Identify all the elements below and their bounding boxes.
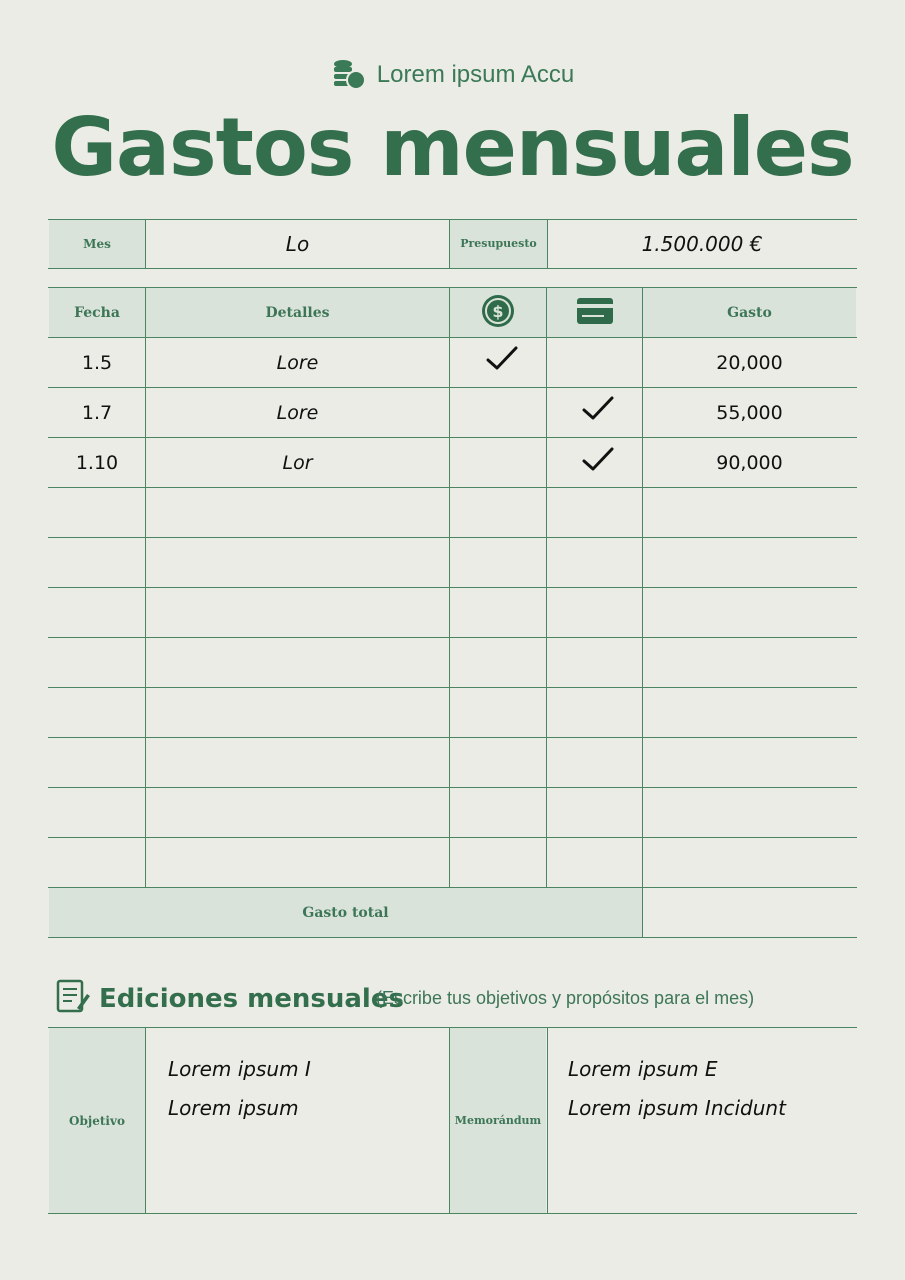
memo-label: Memorándum	[454, 1114, 542, 1127]
goal-line-2[interactable]: Lorem ipsum	[168, 1096, 299, 1120]
coins-icon	[331, 58, 367, 92]
memo-line-2[interactable]: Lorem ipsum Incidunt	[568, 1096, 786, 1120]
notepad-icon	[55, 978, 91, 1019]
row-2-amount[interactable]: 55,000	[716, 401, 783, 424]
row-2-card-check-icon[interactable]	[582, 396, 614, 422]
row-2-date[interactable]: 1.7	[81, 401, 113, 424]
editions-header	[55, 978, 754, 1019]
editions-subtitle: (Escribe tus objetivos y propósitos para el mes)	[375, 988, 755, 1008]
goal-label: Objetivo	[69, 1113, 125, 1128]
header-cash	[450, 288, 546, 337]
credit-card-icon	[577, 298, 613, 328]
dollar-coin-icon	[481, 294, 515, 332]
row-1-date[interactable]: 1.5	[81, 351, 113, 374]
row-3-date[interactable]: 1.10	[75, 451, 119, 474]
svg-text:$: $	[492, 301, 504, 321]
goal-line-1[interactable]: Lorem ipsum I	[168, 1057, 311, 1081]
month-label: Mes	[83, 236, 111, 251]
brand-name: Lorem ipsum Accu	[376, 61, 575, 88]
row-1-cash-check-icon[interactable]	[486, 346, 518, 372]
month-value[interactable]: Lo	[285, 231, 310, 256]
total-value[interactable]	[643, 888, 856, 937]
memo-line-1[interactable]: Lorem ipsum E	[568, 1057, 718, 1081]
row-1-details[interactable]: Lore	[276, 351, 319, 374]
header-card	[547, 288, 642, 337]
total-label: Gasto total	[302, 904, 389, 921]
row-1-amount[interactable]: 20,000	[716, 351, 783, 374]
brand	[0, 58, 905, 92]
row-3-amount[interactable]: 90,000	[716, 451, 783, 474]
header-date: Fecha	[74, 304, 120, 321]
page-title: Gastos mensuales	[51, 101, 854, 194]
budget-value[interactable]: 1.500.000 €	[641, 231, 763, 256]
header-amount: Gasto	[727, 304, 772, 321]
editions-title: Ediciones mensuales	[99, 983, 404, 1014]
row-3-card-check-icon[interactable]	[582, 447, 614, 473]
header-details: Detalles	[265, 304, 330, 321]
row-3-details[interactable]: Lor	[282, 451, 313, 474]
row-2-details[interactable]: Lore	[276, 401, 319, 424]
budget-label: Presupuesto	[460, 237, 537, 250]
